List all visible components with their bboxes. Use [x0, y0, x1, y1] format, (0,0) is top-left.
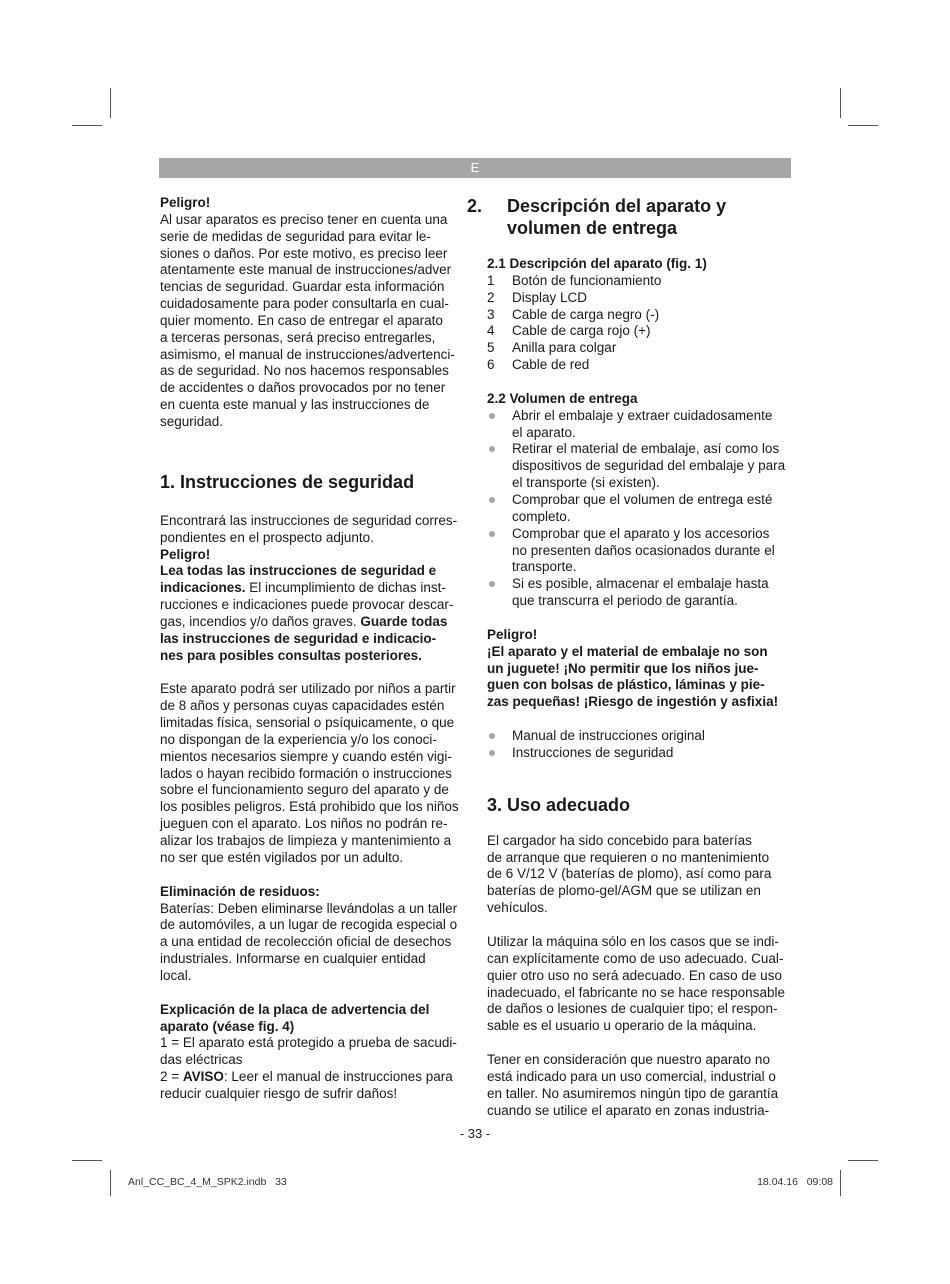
- item-label: Anilla para colgar: [512, 340, 617, 356]
- item-text: Instrucciones de seguridad: [512, 744, 674, 760]
- crop-mark: [840, 88, 841, 118]
- danger-text: ¡El aparato y el material de embalaje no son un juguete! ¡No permitir que los niños jue- guen con bolsas de plástico, láminas y pie- zas pequeñas! ¡Riesgo de ingestión y asfixia!: [487, 643, 779, 710]
- documents-list: [487, 728, 793, 762]
- item-text: Comprobar que el volumen de entrega esté completo.: [512, 491, 773, 524]
- footer-date: 18.04.16 09:08: [757, 1176, 833, 1188]
- safety-warning: [160, 563, 465, 664]
- crop-mark: [840, 1170, 841, 1196]
- plate-title: Explicación de la placa de advertencia del aparato (véase fig. 4): [160, 1001, 430, 1034]
- warning-bold-text: Lea todas las instrucciones de seguridad e indicaciones.: [160, 563, 437, 596]
- section-3-heading: [487, 794, 793, 816]
- section-number: 1.: [160, 471, 176, 492]
- crop-mark: [72, 125, 102, 126]
- left-column: [160, 195, 465, 1103]
- item-label: Cable de carga negro (-): [512, 306, 660, 322]
- section-1-heading: [160, 471, 465, 493]
- safety-intro: Encontrará las instrucciones de seguridad corres- pondientes en el prospecto adjunto.: [160, 512, 458, 545]
- danger-text: Al usar aparatos es preciso tener en cuenta una serie de medidas de seguridad para evitar le- siones o daños. Por este motivo, es preciso leer atentamente este manual de instrucciones/adver tencias de seguridad. Guardar esta información cuidadosamente para poder consultarla en cual- quier momento. En caso de entregar el aparato a terceras personas, será preciso entregarles, asimismo, el manual de instrucciones/advertenci- as de seguridad. No nos hacemos responsables de accidentes o daños provocados por no tener en cuenta este manual y las instrucciones de seguridad.: [160, 211, 455, 429]
- plate-item-prefix: 2 =: [160, 1069, 183, 1085]
- subsection-2-1-heading: 2.1 Descripción del aparato (fig. 1): [487, 256, 707, 271]
- item-text: Si es posible, almacenar el embalaje hasta que transcurra el periodo de garantía.: [512, 576, 769, 609]
- safety-danger-title: Peligro!: [160, 546, 211, 562]
- list-item: [487, 745, 793, 762]
- section-2-heading: [467, 195, 793, 239]
- section-title: Instrucciones de seguridad: [180, 471, 415, 492]
- list-item: [487, 357, 793, 374]
- delivery-list: [487, 408, 793, 610]
- list-item: [487, 290, 793, 307]
- item-text: Abrir el embalaje y extraer cuidadosamente el aparato.: [512, 407, 773, 440]
- item-number: 2: [487, 289, 495, 305]
- plate-item-2: [160, 1069, 465, 1103]
- plate-item-1: 1 = El aparato está protegido a prueba de sacudi- das eléctricas: [160, 1035, 457, 1068]
- item-label: Cable de red: [512, 357, 590, 373]
- item-number: 3: [487, 306, 495, 322]
- item-number: 6: [487, 357, 495, 373]
- subsection-2-2-heading: 2.2 Volumen de entrega: [487, 390, 638, 406]
- item-label: Botón de funcionamiento: [512, 272, 662, 288]
- list-item: [487, 526, 793, 577]
- crop-mark: [110, 88, 111, 118]
- disposal-title: Eliminación de residuos:: [160, 883, 320, 899]
- intended-use-paragraph: El cargador ha sido concebido para baterías de arranque que requieren o no mantenimiento de 6 V/12 V (baterías de plomo), así como para baterías de plomo-gel/AGM que se utilizan en vehículos.: [487, 832, 772, 916]
- plate-item-text: : Leer el manual de instrucciones para reducir cualquier riesgo de sufrir daños!: [160, 1069, 453, 1101]
- list-item: [487, 340, 793, 357]
- item-label: Display LCD: [512, 289, 588, 305]
- crop-mark: [72, 1160, 102, 1161]
- right-column: [467, 195, 793, 1119]
- list-item: [487, 307, 793, 324]
- warning-bold-text: Guarde todas las instrucciones de seguridad e indicacio- nes para posibles consultas posteriores.: [160, 613, 448, 663]
- language-bar: E: [159, 158, 791, 178]
- list-item: [487, 728, 793, 745]
- list-item: [487, 441, 793, 492]
- footer-file-info: Anl_CC_BC_4_M_SPK2.indb 33: [128, 1176, 287, 1188]
- crop-mark: [110, 1170, 111, 1196]
- warning-text: El incumplimiento de dichas inst- rucciones e indicaciones puede provocar descar- gas, incendios y/o daños graves.: [160, 580, 454, 629]
- disposal-text: Baterías: Deben eliminarse llevándolas a un taller de automóviles, a un lugar de recogida especial o a una entidad de recolección oficial de desechos industriales. Informarse en cualquier entidad local.: [160, 900, 458, 983]
- list-item: [487, 492, 793, 526]
- section-number: 2.: [467, 196, 483, 216]
- intended-use-paragraph: Tener en consideración que nuestro aparato no está indicado para un uso comercial, industrial o en taller. No asumiremos ningún tipo de garantía cuando se utilice el aparato en zonas industria-: [487, 1052, 779, 1118]
- item-text: Comprobar que el aparato y los accesorios no presenten daños ocasionados durante el transporte.: [512, 525, 775, 575]
- danger-title: Peligro!: [487, 626, 538, 642]
- page-number: - 33 -: [459, 1126, 491, 1141]
- list-item: [487, 323, 793, 340]
- section-title: Descripción del aparato y volumen de entrega: [507, 196, 727, 238]
- section-title: Uso adecuado: [507, 794, 631, 815]
- parts-list: [487, 273, 793, 374]
- children-paragraph: Este aparato podrá ser utilizado por niños a partir de 8 años y personas cuyas capacidades estén limitadas física, sensorial o psíquicamente, o que no dispongan de la experiencia y/o los conoci- mientos necesarios siempre y cuando estén vigi- lados o hayan recibido formación o instrucciones sobre el funcionamiento seguro del aparato y de los posibles peligros. Está prohibido que los niños jueguen con el aparato. Los niños no podrán re- alizar los trabajos de limpieza y mantenimiento a no ser que estén vigilados por un adulto.: [160, 681, 459, 865]
- item-number: 5: [487, 340, 495, 356]
- danger-title: Peligro!: [160, 195, 211, 210]
- item-number: 1: [487, 272, 495, 288]
- section-number: 3.: [487, 794, 503, 815]
- list-item: [487, 576, 793, 610]
- item-text: Retirar el material de embalaje, así como los dispositivos de seguridad del embalaje y para el transporte (si existen).: [512, 441, 786, 491]
- item-number: 4: [487, 323, 495, 339]
- plate-item-warning-word: AVISO: [182, 1069, 224, 1085]
- crop-mark: [848, 125, 878, 126]
- list-item: [487, 273, 793, 290]
- crop-mark: [848, 1160, 878, 1161]
- intended-use-paragraph: Utilizar la máquina sólo en los casos que se indi- can explícitamente como de uso adecuado. Cual- quier otro uso no será adecuado. En caso de uso inadecuado, el fabricante no se hace responsable de daños o lesiones de cualquier tipo; el respon- sable es el usuario u operario de la máquina.: [487, 934, 785, 1034]
- item-label: Cable de carga rojo (+): [512, 323, 651, 339]
- list-item: [487, 408, 793, 442]
- item-text: Manual de instrucciones original: [512, 728, 705, 744]
